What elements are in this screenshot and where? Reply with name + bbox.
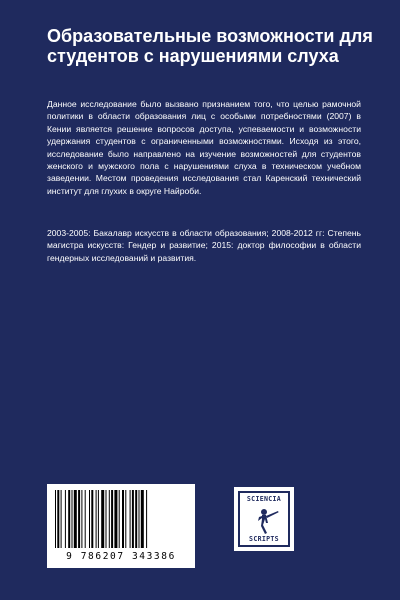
book-abstract: Данное исследование было вызвано признанием того, что целью рамочной политики в области образования лиц с особыми потребностями (2007) в Кении является решение вопросов доступа, успеваемости и возможности удержания студентов с ограниченными возможностями. Исходя из этого, исследование было направлено на изучение возможностей для студентов женского и мужского пола с нарушениями слуха в техническом учебном заведении. Местом проведения исследования стал Каренский технический институт для глухих в округе Найроби. [47,99,361,196]
publisher-logo-bottom-text: SCRIPTS [249,535,279,543]
isbn-barcode [47,484,195,568]
scientist-figure-icon [250,505,282,537]
barcode-bars [53,490,189,550]
author-bio: 2003-2005: Бакалавр искусств в области образования; 2008-2012 гг: Степень магистра искусств: Гендер и развитие; 2015: доктор философии в области гендерных исследований и развития. [47,228,361,263]
isbn-digits: 9 786207 343386 [66,551,176,562]
publisher-logo-top-text: SCIENCIA [246,495,282,503]
book-title: Образовательные возможности для студентов с нарушениями слуха [47,26,373,66]
publisher-logo [234,487,294,551]
